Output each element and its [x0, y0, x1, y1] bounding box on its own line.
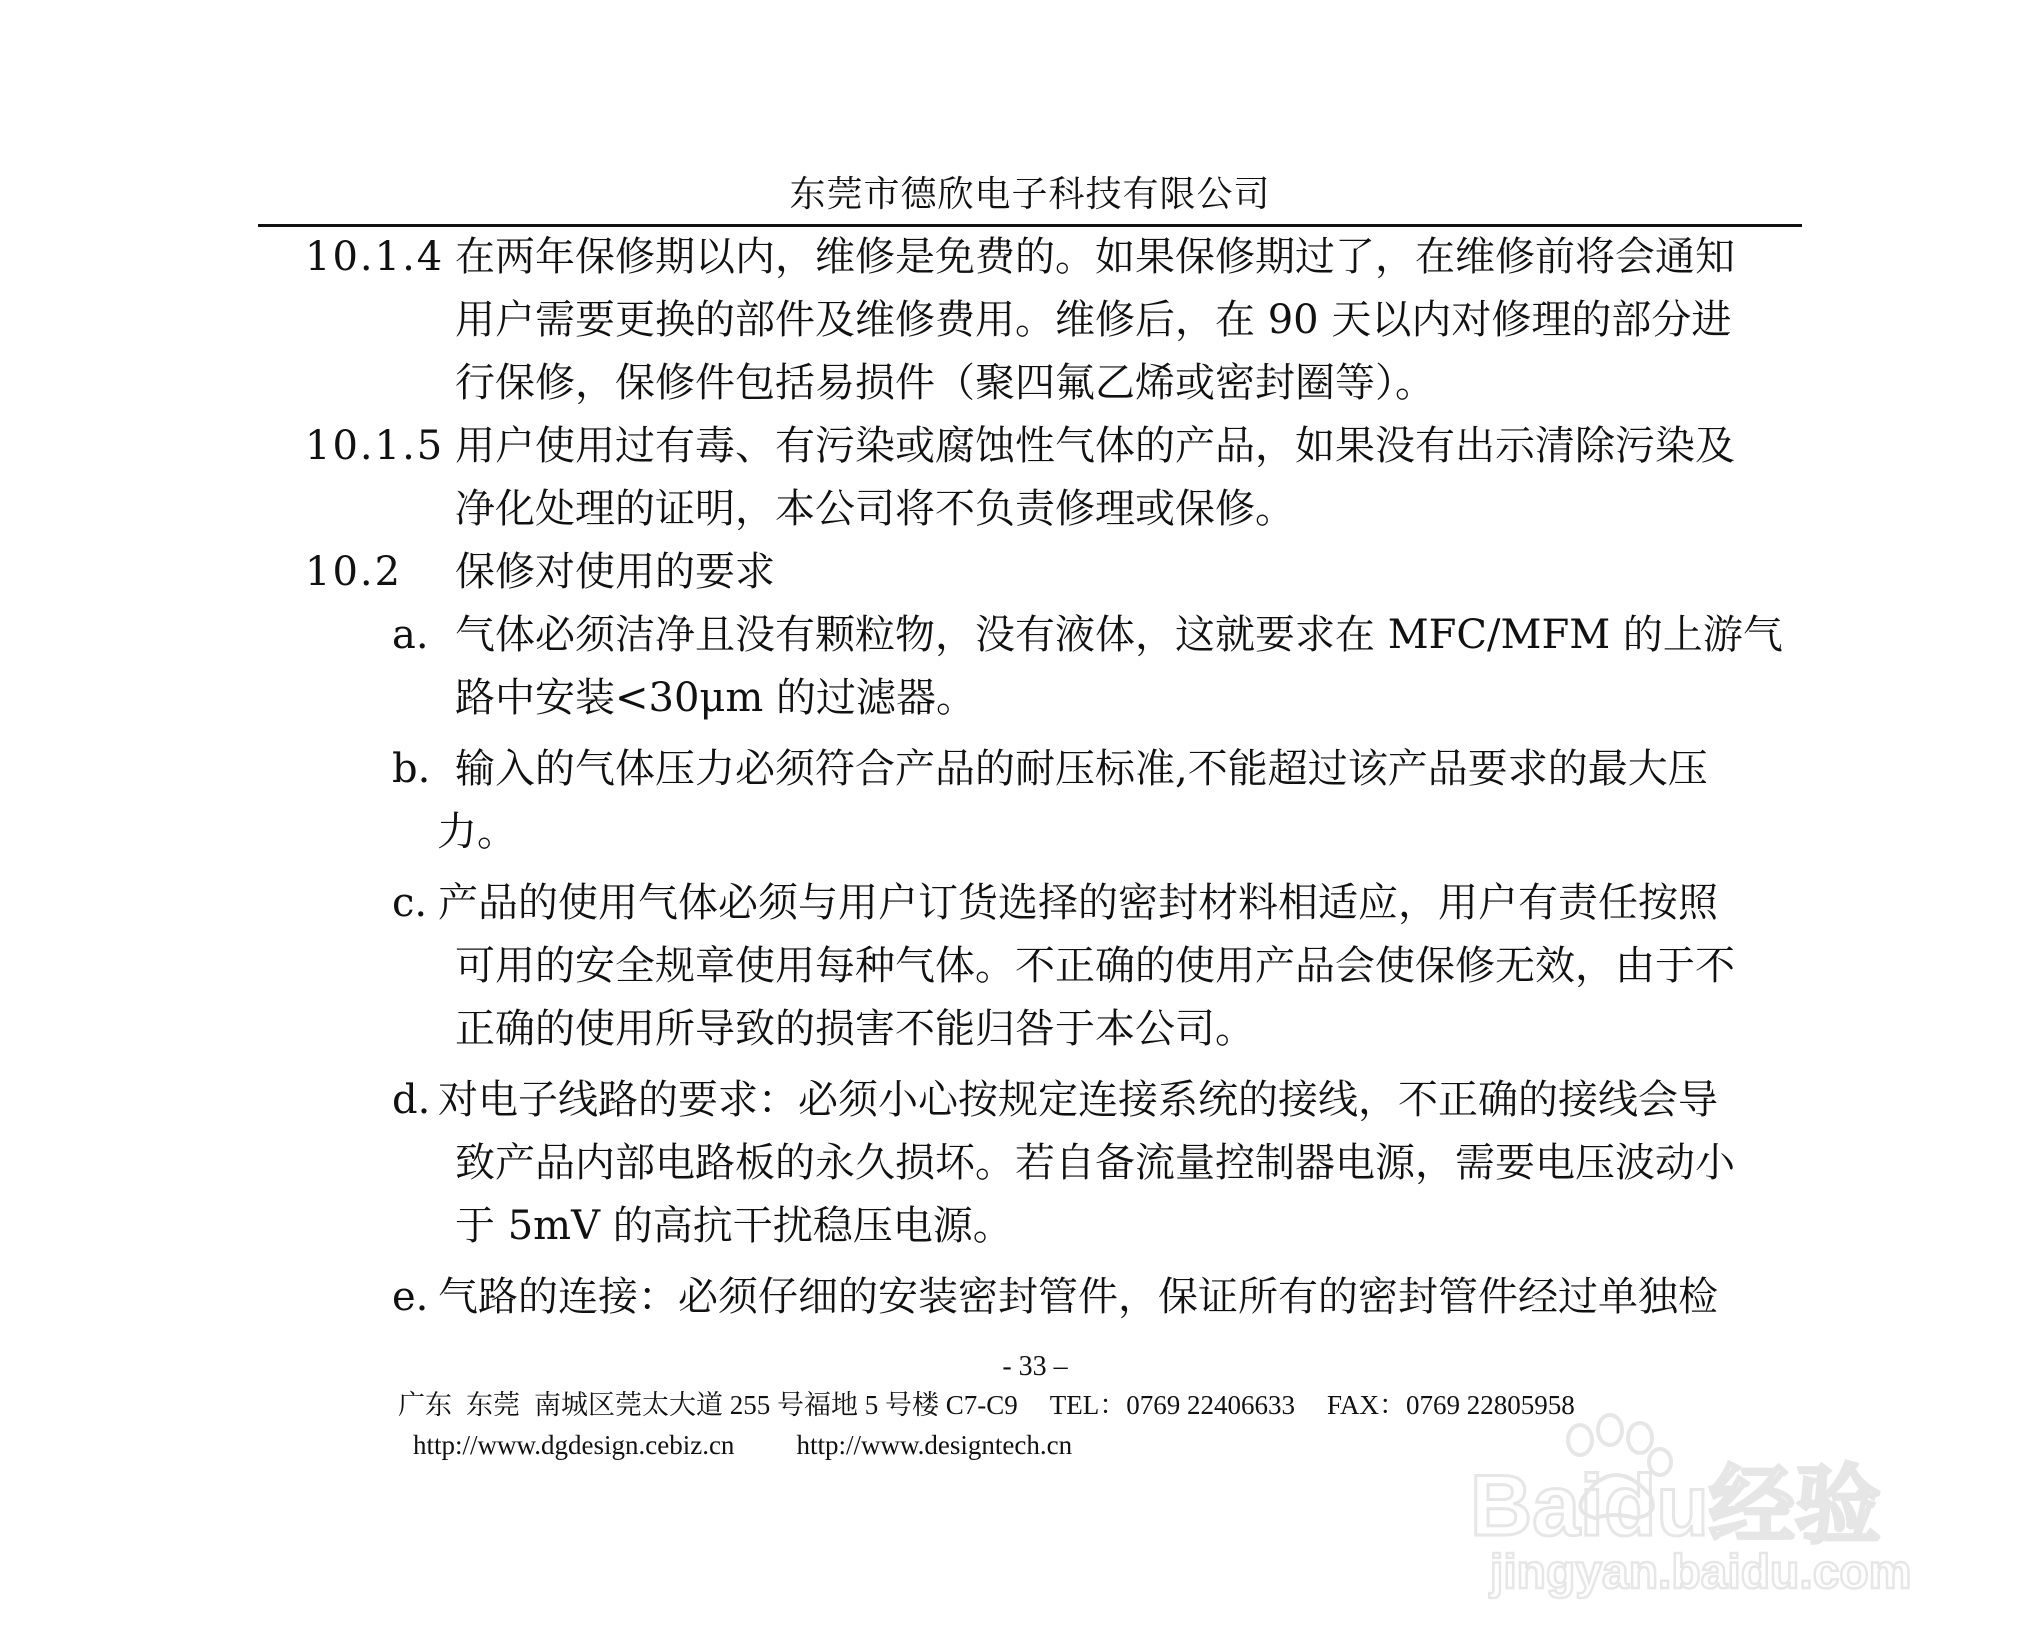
footer-urls [413, 1428, 1413, 1462]
company-header: 东莞市德欣电子科技有限公司 [789, 174, 1271, 215]
text-line: 气路的连接：必须仔细的安装密封管件，保证所有的密封管件经过单独检 [438, 1274, 1718, 1320]
text-line: 路中安装<30μm 的过滤器。 [455, 675, 977, 721]
section-10-1-5 [0, 415, 2040, 541]
section-heading [455, 541, 1800, 604]
address-street: 南城区莞太大道 255 号福地 5 号楼 C7-C9 [534, 1390, 1018, 1420]
text-line: 可用的安全规章使用每种气体。不正确的使用产品会使保修无效，由于不 [455, 943, 1735, 989]
item-marker: c. [392, 880, 428, 926]
address-province: 广东 [398, 1390, 452, 1420]
requirement-item-e [0, 1266, 2040, 1329]
text-line: 用户需要更换的部件及维修费用。维修后，在 90 天以内对修理的部分进 [455, 297, 1732, 343]
text-line: 正确的使用所导致的损害不能归咎于本公司。 [455, 1006, 1255, 1052]
text-line: 保修对使用的要求 [455, 549, 775, 595]
watermark-brand: Baidu经验 [1470, 1458, 1881, 1554]
requirement-item-b [0, 738, 2040, 864]
page-number: - 33 – [1002, 1351, 1068, 1382]
watermark-url: jingyan.baidu.com [1490, 1546, 1912, 1599]
text-line: 于 5mV 的高抗干扰稳压电源。 [455, 1203, 1013, 1249]
item-marker: b. [392, 746, 431, 792]
paw-toe-icon [1598, 1415, 1622, 1445]
paw-toe-icon [1628, 1423, 1652, 1453]
text-line: 用户使用过有毒、有污染或腐蚀性气体的产品，如果没有出示清除污染及 [455, 423, 1735, 469]
section-10-2 [0, 541, 2040, 604]
footer-url[interactable]: http://www.dgdesign.cebiz.cn [413, 1430, 735, 1460]
paw-toe-icon [1568, 1425, 1592, 1455]
text-line: 对电子线路的要求：必须小心按规定连接系统的接线，不正确的接线会导 [438, 1077, 1718, 1123]
requirement-item-a [0, 604, 2040, 730]
requirement-item-d [0, 1069, 2040, 1258]
baidu-jingyan-watermark [1460, 1400, 1980, 1600]
section-number: 10.1.4 [305, 234, 445, 280]
text-line: 力。 [437, 809, 517, 855]
text-line: 行保修，保修件包括易损件（聚四氟乙烯或密封圈等）。 [455, 360, 1435, 406]
text-line: 气体必须洁净且没有颗粒物，没有液体，这就要求在 MFC/MFM 的上游气 [455, 612, 1783, 658]
page-body [0, 226, 2040, 1329]
spacer [0, 1258, 2040, 1266]
item-text [438, 872, 1800, 1061]
footer-fax: FAX：0769 22805958 [1327, 1390, 1575, 1420]
footer-url[interactable]: http://www.designtech.cn [796, 1430, 1073, 1460]
spacer [0, 730, 2040, 738]
requirement-item-c [0, 872, 2040, 1061]
text-line: 致产品内部电路板的永久损坏。若自备流量控制器电源，需要电压波动小 [455, 1140, 1735, 1186]
text-line: 净化处理的证明，本公司将不负责修理或保修。 [455, 486, 1295, 532]
address-city: 东莞 [466, 1390, 520, 1420]
item-text [437, 738, 1800, 864]
spacer [0, 1061, 2040, 1069]
footer-tel: TEL：0769 22406633 [1049, 1390, 1295, 1420]
item-marker: d. [392, 1077, 431, 1123]
section-text [455, 415, 1800, 541]
spacer [0, 864, 2040, 872]
section-text [455, 226, 1800, 415]
item-marker: a. [392, 612, 429, 658]
item-marker: e. [392, 1274, 429, 1320]
section-number: 10.2 [305, 549, 403, 595]
item-text [438, 1069, 1800, 1258]
item-text [455, 604, 1800, 730]
text-line: 产品的使用气体必须与用户订货选择的密封材料相适应，用户有责任按照 [438, 880, 1718, 926]
text-line: 输入的气体压力必须符合产品的耐压标准,不能超过该产品要求的最大压 [455, 746, 1708, 792]
section-10-1-4 [0, 226, 2040, 415]
item-text [438, 1266, 1800, 1329]
text-line: 在两年保修期以内，维修是免费的。如果保修期过了，在维修前将会通知 [455, 234, 1735, 280]
section-number: 10.1.5 [305, 423, 445, 469]
